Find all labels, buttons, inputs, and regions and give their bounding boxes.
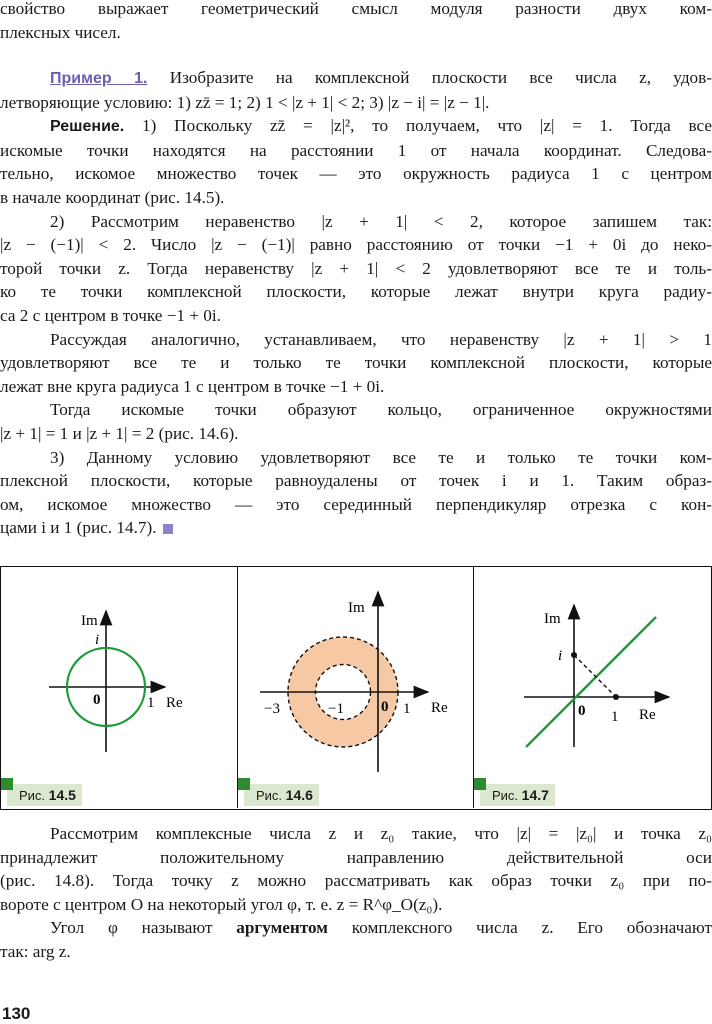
caption-14-6: Рис. 14.6 xyxy=(244,784,319,806)
text-line: летворяющие условию: 1) zz̄ = 1; 2) 1 < |z + 1| < 2; 3) |z − i| = |z − 1|. xyxy=(0,92,490,112)
text-line: искомые точки находятся на расстоянии 1 от начала координат. Следова- xyxy=(0,140,712,160)
re-label: Re xyxy=(639,707,656,723)
figure-14-7 xyxy=(473,567,711,808)
re-label: Re xyxy=(431,700,448,716)
text-line: ом, искомое множество — это серединный перпендикуляр отрезка с кон- xyxy=(0,494,712,514)
re-label: Re xyxy=(166,695,183,711)
i-label: i xyxy=(95,632,100,648)
text-line: вороте с центром O на некоторый угол φ, т. е. z = R^φ_O(z₀). xyxy=(0,894,443,914)
bisector-plot xyxy=(474,567,711,808)
argument-definition-line: Угол φ называют аргументом комплексного числа z. Его обозначают xyxy=(50,918,712,938)
text-line: ко те точки комплексной плоскости, которые лежат внутри круга радиу- xyxy=(0,282,712,302)
origin-label: 0 xyxy=(93,692,101,708)
figure-14-6 xyxy=(237,567,474,808)
minus-one-label: −1 xyxy=(328,701,344,717)
text-line: лежат вне круга радиуса 1 с центром в точке −1 + 0i. xyxy=(0,376,385,396)
im-label: Im xyxy=(348,600,365,616)
text-line: плексной плоскости, которые равноудалены от точек i и 1. Таким образ- xyxy=(0,471,712,491)
text-line: Рассмотрим комплексные числа z и z₀ такие, что |z| = |z₀| и точка z₀ xyxy=(50,824,712,843)
text-line: в начале координат (рис. 14.5). xyxy=(0,187,225,207)
text-line: |z − (−1)| < 2. Число |z − (−1)| равно расстоянию от точки −1 + 0i до неко- xyxy=(0,235,712,255)
text-line: тельно, искомое множество точек — это окружность радиуса 1 с центром xyxy=(0,164,712,184)
example-line: Пример 1. Изобразите на комплексной плоскости все числа z, удов- xyxy=(50,68,712,87)
text-line: |z + 1| = 1 и |z + 1| = 2 (рис. 14.6). xyxy=(0,423,239,443)
point-i xyxy=(571,652,577,658)
page-number: 130 xyxy=(2,1004,31,1023)
caption-14-7: Рис. 14.7 xyxy=(480,784,555,806)
text-line: удовлетворяют все те и только те точки комплексной плоскости, которые xyxy=(0,353,712,373)
text-line: принадлежит положительному направлению действительной оси xyxy=(0,847,712,867)
argument-section xyxy=(0,822,712,964)
minus-three-label: −3 xyxy=(264,701,280,717)
text-line: цами i и 1 (рис. 14.7). xyxy=(0,516,712,540)
text-line: плексных чисел. xyxy=(0,22,121,42)
caption-14-5: Рис. 14.5 xyxy=(7,784,82,806)
solution-line: Решение. 1) Поскольку zz̄ = |z|², то получаем, что |z| = 1. Тогда все xyxy=(50,116,712,136)
text-line: Рассуждая аналогично, устанавливаем, что неравенству |z + 1| > 1 xyxy=(50,329,712,349)
origin-label: 0 xyxy=(578,703,586,719)
point-1 xyxy=(613,694,619,700)
solution-label: Решение. xyxy=(50,118,125,136)
figures-panel xyxy=(0,566,712,810)
im-label: Im xyxy=(544,611,561,627)
text-line: са 2 с центром в точке −1 + 0i. xyxy=(0,305,221,325)
text-line: так: arg z. xyxy=(0,941,71,961)
im-label: Im xyxy=(81,613,98,629)
text-line: свойство выражает геометрический смысл модуля разности двух ком- xyxy=(0,0,712,18)
text-line: (рис. 14.8). Тогда точку z можно рассматривать как образ точки z₀ при по- xyxy=(0,871,712,891)
one-label: 1 xyxy=(403,701,411,717)
caption-marker xyxy=(1,778,13,790)
origin-label: 0 xyxy=(381,699,389,715)
text-line: Тогда искомые точки образуют кольцо, ограниченное окружностями xyxy=(50,400,712,420)
perpendicular-bisector-line xyxy=(526,617,656,747)
caption-marker xyxy=(474,778,486,790)
figure-14-5 xyxy=(1,567,237,808)
intro-text xyxy=(0,0,712,44)
text-line: 3) Данному условию удовлетворяют все те и только те точки ком- xyxy=(50,447,712,467)
text-line: торой точки z. Тогда неравенству |z + 1| < 2 удовлетворяют все те и толь- xyxy=(0,258,712,278)
one-label: 1 xyxy=(147,695,155,711)
segment-i-to-1 xyxy=(574,655,616,697)
term-argument: аргументом xyxy=(236,918,329,938)
ring-plot xyxy=(238,567,474,808)
text-line: 2) Рассмотрим неравенство |z + 1| < 2, которое запишем так: xyxy=(50,211,712,231)
caption-marker xyxy=(238,778,250,790)
example-block xyxy=(0,66,712,540)
example-label: Пример 1. xyxy=(50,70,148,87)
end-of-proof-square xyxy=(163,524,173,534)
i-label: i xyxy=(558,648,563,664)
one-label: 1 xyxy=(611,709,619,725)
unit-circle-plot xyxy=(1,567,237,808)
